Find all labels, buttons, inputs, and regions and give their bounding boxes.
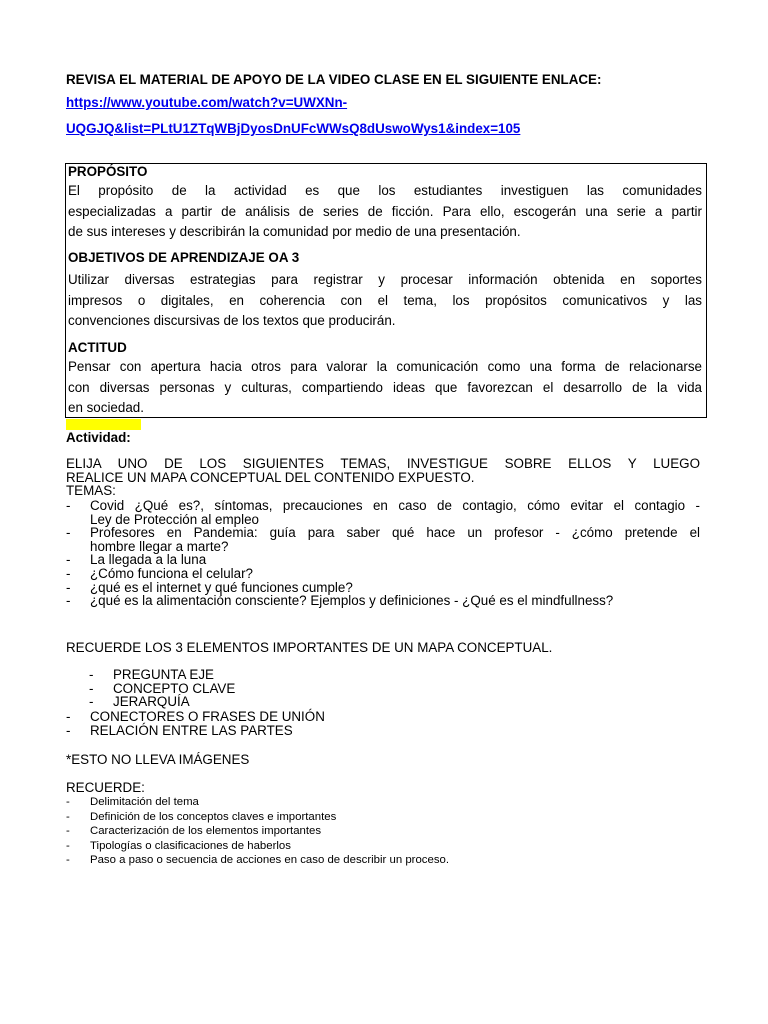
list-item: - CONCEPTO CLAVE: [89, 680, 236, 696]
objetivos-line: Utilizar diversas estrategias para registrar y procesar información obtenida en soportes: [68, 272, 702, 287]
objetivos-title: OBJETIVOS DE APRENDIZAJE OA 3: [68, 250, 300, 265]
list-item: - Tipologías o clasificaciones de haberlos: [66, 839, 291, 852]
yellow-highlight: [66, 419, 141, 430]
list-item: - Profesores en Pandemia: guía para saber qué hace un profesor - ¿cómo pretende el hombre llegar a marte?: [66, 525, 700, 554]
objetivos-text: [68, 270, 702, 332]
temas-list: [66, 499, 700, 608]
proposito-text: [68, 181, 702, 243]
youtube-link-line1[interactable]: https://www.youtube.com/watch?v=UWXNn-: [66, 95, 348, 110]
list-item: - JERARQUÍA: [89, 694, 190, 710]
actividad-title: Actividad:: [66, 430, 131, 445]
proposito-line: de sus intereses y describirán la comunidad por medio de una presentación.: [68, 224, 521, 239]
info-box: [65, 163, 707, 418]
list-item: - PREGUNTA EJE: [89, 667, 214, 682]
instruction-heading: REVISA EL MATERIAL DE APOYO DE LA VIDEO CLASE EN EL SIGUIENTE ENLACE:: [66, 72, 602, 87]
recuerde-list: [66, 795, 449, 868]
list-item: - La llegada a la luna: [66, 552, 207, 568]
objetivos-line: impresos o digitales, en coherencia con el tema, los propósitos comunicativos y las: [68, 292, 702, 308]
proposito-line: especializadas a partir de análisis de series de ficción. Para ello, escogerán una serie a partir: [68, 203, 702, 219]
actitud-line: Pensar con apertura hacia otros para valorar la comunicación como una forma de relacionarse: [68, 359, 702, 374]
proposito-line: El propósito de la actividad es que los estudiantes investiguen las comunidades: [68, 183, 702, 198]
actividad-instruction: [66, 457, 700, 498]
youtube-link-line2[interactable]: UQGJQ&list=PLtU1ZTqWBjDyosDnUFcWWsQ8dUswoWys1&index=105: [66, 121, 521, 136]
actitud-text: [68, 357, 702, 419]
elementos-indented-list: [89, 668, 235, 709]
list-item: - Covid ¿Qué es?, síntomas, precauciones en caso de contagio, cómo evitar el contagio - Ley de Protección al empleo: [66, 498, 700, 527]
list-item: - ¿qué es la alimentación consciente? Ejemplos y definiciones - ¿Qué es el mindfullness?: [66, 593, 614, 609]
objetivos-line: convenciones discursivas de los textos que producirán.: [68, 313, 396, 328]
instruction-line: ELIJA UNO DE LOS SIGUIENTES TEMAS, INVESTIGUE SOBRE ELLOS Y LUEGO: [66, 456, 700, 471]
list-item: - RELACIÓN ENTRE LAS PARTES: [66, 722, 293, 738]
elementos-title: RECUERDE LOS 3 ELEMENTOS IMPORTANTES DE UN MAPA CONCEPTUAL.: [66, 640, 553, 655]
list-item: - ¿Cómo funciona el celular?: [66, 565, 254, 581]
actitud-title: ACTITUD: [68, 340, 127, 355]
elementos-outer-list: [66, 710, 325, 737]
actitud-line: en sociedad.: [68, 400, 144, 415]
list-item: - Caracterización de los elementos importantes: [66, 825, 322, 838]
no-images-note: *ESTO NO LLEVA IMÁGENES: [66, 752, 250, 767]
list-item: - ¿qué es el internet y qué funciones cumple?: [66, 579, 353, 595]
recuerde-title: RECUERDE:: [66, 780, 145, 795]
list-item: - Paso a paso o secuencia de acciones en caso de describir un proceso.: [66, 854, 450, 867]
temas-label: TEMAS:: [66, 483, 116, 499]
list-item: - Definición de los conceptos claves e importantes: [66, 810, 337, 823]
instruction-line: REALICE UN MAPA CONCEPTUAL DEL CONTENIDO EXPUESTO.: [66, 469, 475, 485]
actitud-line: con diversas personas y culturas, compartiendo ideas que favorezcan el desarrollo de la vida: [68, 379, 702, 395]
list-item: - Delimitación del tema: [66, 796, 199, 808]
proposito-title: PROPÓSITO: [68, 164, 148, 179]
list-item: - CONECTORES O FRASES DE UNIÓN: [66, 709, 325, 724]
